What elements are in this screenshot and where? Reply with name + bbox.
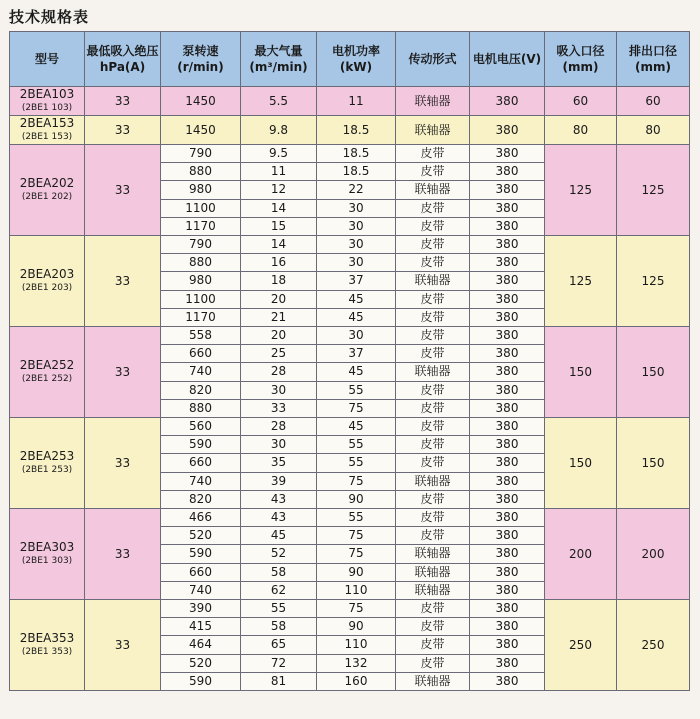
- speed-cell: 466: [161, 509, 241, 527]
- speed-cell: 660: [161, 563, 241, 581]
- flow-cell: 9.5: [241, 145, 317, 163]
- speed-cell: 520: [161, 654, 241, 672]
- power-cell: 90: [317, 490, 396, 508]
- drive-cell: 联轴器: [396, 581, 470, 599]
- voltage-cell: 380: [470, 636, 545, 654]
- table-row: [10, 327, 690, 345]
- speed-cell: 590: [161, 545, 241, 563]
- power-cell: 11: [317, 87, 396, 116]
- flow-cell: 21: [241, 308, 317, 326]
- power-cell: 90: [317, 563, 396, 581]
- model-name: 2BEA203: [19, 267, 75, 281]
- model-alt-name: (2BE1 303): [21, 556, 73, 566]
- voltage-cell: 380: [470, 399, 545, 417]
- power-cell: 30: [317, 327, 396, 345]
- speed-cell: 880: [161, 254, 241, 272]
- flow-cell: 55: [241, 600, 317, 618]
- inlet-cell: 200: [545, 509, 617, 600]
- inlet-cell: 60: [545, 87, 617, 116]
- speed-cell: 880: [161, 163, 241, 181]
- voltage-cell: 380: [470, 272, 545, 290]
- min-pressure-cell: 33: [85, 87, 161, 116]
- speed-cell: 980: [161, 272, 241, 290]
- voltage-cell: 380: [470, 436, 545, 454]
- flow-cell: 5.5: [241, 87, 317, 116]
- power-cell: 110: [317, 636, 396, 654]
- voltage-cell: 380: [470, 163, 545, 181]
- voltage-cell: 380: [470, 472, 545, 490]
- power-cell: 18.5: [317, 145, 396, 163]
- speed-cell: 660: [161, 454, 241, 472]
- model-cell: [10, 236, 85, 327]
- speed-cell: 390: [161, 600, 241, 618]
- min-pressure-cell: 33: [85, 145, 161, 236]
- power-cell: 55: [317, 454, 396, 472]
- inlet-cell: 250: [545, 600, 617, 691]
- table-header-row: [10, 32, 690, 87]
- model-name: 2BEA253: [19, 449, 75, 463]
- inlet-cell: 125: [545, 145, 617, 236]
- table-row: [10, 116, 690, 145]
- speed-cell: 558: [161, 327, 241, 345]
- min-pressure-cell: 33: [85, 116, 161, 145]
- power-cell: 90: [317, 618, 396, 636]
- speed-cell: 740: [161, 581, 241, 599]
- outlet-cell: 125: [617, 236, 690, 327]
- drive-cell: 皮带: [396, 399, 470, 417]
- speed-cell: 880: [161, 399, 241, 417]
- flow-cell: 65: [241, 636, 317, 654]
- flow-cell: 39: [241, 472, 317, 490]
- header-power: 电机功率(kW): [317, 32, 396, 87]
- voltage-cell: 380: [470, 509, 545, 527]
- model-name: 2BEA353: [19, 631, 75, 645]
- speed-cell: 790: [161, 236, 241, 254]
- spec-table: [9, 31, 690, 691]
- table-row: [10, 418, 690, 436]
- voltage-cell: 380: [470, 87, 545, 116]
- header-drive: 传动形式: [396, 32, 470, 87]
- speed-cell: 660: [161, 345, 241, 363]
- drive-cell: 皮带: [396, 436, 470, 454]
- power-cell: 30: [317, 199, 396, 217]
- speed-cell: 590: [161, 672, 241, 690]
- flow-cell: 43: [241, 509, 317, 527]
- model-cell: [10, 600, 85, 691]
- drive-cell: 联轴器: [396, 87, 470, 116]
- flow-cell: 14: [241, 236, 317, 254]
- power-cell: 132: [317, 654, 396, 672]
- drive-cell: 皮带: [396, 509, 470, 527]
- power-cell: 30: [317, 217, 396, 235]
- model-cell: [10, 509, 85, 600]
- min-pressure-cell: 33: [85, 327, 161, 418]
- model-alt-name: (2BE1 103): [21, 103, 73, 113]
- flow-cell: 20: [241, 290, 317, 308]
- header-model: 型号: [10, 32, 85, 87]
- power-cell: 75: [317, 545, 396, 563]
- voltage-cell: 380: [470, 381, 545, 399]
- voltage-cell: 380: [470, 345, 545, 363]
- flow-cell: 58: [241, 618, 317, 636]
- drive-cell: 皮带: [396, 163, 470, 181]
- model-name: 2BEA252: [19, 358, 75, 372]
- model-alt-name: (2BE1 202): [21, 192, 73, 202]
- drive-cell: 联轴器: [396, 272, 470, 290]
- drive-cell: 皮带: [396, 236, 470, 254]
- inlet-cell: 80: [545, 116, 617, 145]
- table-row: [10, 509, 690, 527]
- outlet-cell: 200: [617, 509, 690, 600]
- voltage-cell: 380: [470, 199, 545, 217]
- speed-cell: 464: [161, 636, 241, 654]
- power-cell: 37: [317, 345, 396, 363]
- flow-cell: 33: [241, 399, 317, 417]
- power-cell: 55: [317, 509, 396, 527]
- drive-cell: 皮带: [396, 308, 470, 326]
- drive-cell: 皮带: [396, 345, 470, 363]
- drive-cell: 联轴器: [396, 116, 470, 145]
- model-cell: [10, 87, 85, 116]
- flow-cell: 14: [241, 199, 317, 217]
- speed-cell: 820: [161, 490, 241, 508]
- power-cell: 37: [317, 272, 396, 290]
- drive-cell: 皮带: [396, 490, 470, 508]
- model-name: 2BEA303: [19, 540, 75, 554]
- power-cell: 75: [317, 600, 396, 618]
- voltage-cell: 380: [470, 145, 545, 163]
- drive-cell: 皮带: [396, 636, 470, 654]
- speed-cell: 560: [161, 418, 241, 436]
- inlet-cell: 150: [545, 327, 617, 418]
- speed-cell: 1450: [161, 87, 241, 116]
- flow-cell: 81: [241, 672, 317, 690]
- flow-cell: 35: [241, 454, 317, 472]
- speed-cell: 740: [161, 472, 241, 490]
- header-inlet: 吸入口径(mm): [545, 32, 617, 87]
- flow-cell: 43: [241, 490, 317, 508]
- power-cell: 75: [317, 527, 396, 545]
- drive-cell: 联轴器: [396, 545, 470, 563]
- power-cell: 110: [317, 581, 396, 599]
- model-name: 2BEA202: [19, 176, 75, 190]
- speed-cell: 820: [161, 381, 241, 399]
- drive-cell: 皮带: [396, 327, 470, 345]
- flow-cell: 30: [241, 436, 317, 454]
- model-alt-name: (2BE1 253): [21, 465, 73, 475]
- speed-cell: 1100: [161, 290, 241, 308]
- outlet-cell: 250: [617, 600, 690, 691]
- model-alt-name: (2BE1 153): [21, 132, 73, 142]
- min-pressure-cell: 33: [85, 509, 161, 600]
- power-cell: 18.5: [317, 116, 396, 145]
- power-cell: 30: [317, 254, 396, 272]
- header-voltage: 电机电压(V): [470, 32, 545, 87]
- drive-cell: 皮带: [396, 381, 470, 399]
- min-pressure-cell: 33: [85, 600, 161, 691]
- model-cell: [10, 327, 85, 418]
- model-cell: [10, 116, 85, 145]
- voltage-cell: 380: [470, 490, 545, 508]
- power-cell: 75: [317, 472, 396, 490]
- outlet-cell: 150: [617, 418, 690, 509]
- flow-cell: 16: [241, 254, 317, 272]
- flow-cell: 58: [241, 563, 317, 581]
- header-min-pressure: 最低吸入绝压hPa(A): [85, 32, 161, 87]
- power-cell: 55: [317, 436, 396, 454]
- voltage-cell: 380: [470, 618, 545, 636]
- drive-cell: 皮带: [396, 654, 470, 672]
- inlet-cell: 150: [545, 418, 617, 509]
- voltage-cell: 380: [470, 545, 545, 563]
- model-alt-name: (2BE1 252): [21, 374, 73, 384]
- voltage-cell: 380: [470, 327, 545, 345]
- voltage-cell: 380: [470, 672, 545, 690]
- table-row: [10, 600, 690, 618]
- flow-cell: 72: [241, 654, 317, 672]
- outlet-cell: 125: [617, 145, 690, 236]
- power-cell: 45: [317, 418, 396, 436]
- power-cell: 75: [317, 399, 396, 417]
- power-cell: 45: [317, 308, 396, 326]
- power-cell: 30: [317, 236, 396, 254]
- flow-cell: 45: [241, 527, 317, 545]
- drive-cell: 联轴器: [396, 672, 470, 690]
- flow-cell: 62: [241, 581, 317, 599]
- table-row: [10, 145, 690, 163]
- drive-cell: 皮带: [396, 217, 470, 235]
- voltage-cell: 380: [470, 116, 545, 145]
- flow-cell: 28: [241, 418, 317, 436]
- voltage-cell: 380: [470, 217, 545, 235]
- model-cell: [10, 145, 85, 236]
- drive-cell: 皮带: [396, 618, 470, 636]
- voltage-cell: 380: [470, 363, 545, 381]
- voltage-cell: 380: [470, 290, 545, 308]
- inlet-cell: 125: [545, 236, 617, 327]
- drive-cell: 联轴器: [396, 563, 470, 581]
- voltage-cell: 380: [470, 581, 545, 599]
- power-cell: 22: [317, 181, 396, 199]
- flow-cell: 15: [241, 217, 317, 235]
- speed-cell: 790: [161, 145, 241, 163]
- power-cell: 55: [317, 381, 396, 399]
- speed-cell: 520: [161, 527, 241, 545]
- drive-cell: 皮带: [396, 527, 470, 545]
- voltage-cell: 380: [470, 600, 545, 618]
- speed-cell: 415: [161, 618, 241, 636]
- flow-cell: 28: [241, 363, 317, 381]
- voltage-cell: 380: [470, 527, 545, 545]
- power-cell: 160: [317, 672, 396, 690]
- flow-cell: 25: [241, 345, 317, 363]
- min-pressure-cell: 33: [85, 418, 161, 509]
- speed-cell: 1170: [161, 217, 241, 235]
- min-pressure-cell: 33: [85, 236, 161, 327]
- flow-cell: 9.8: [241, 116, 317, 145]
- outlet-cell: 60: [617, 87, 690, 116]
- model-alt-name: (2BE1 353): [21, 647, 73, 657]
- power-cell: 45: [317, 363, 396, 381]
- power-cell: 18.5: [317, 163, 396, 181]
- model-name: 2BEA153: [19, 116, 75, 130]
- header-speed: 泵转速(r/min): [161, 32, 241, 87]
- flow-cell: 12: [241, 181, 317, 199]
- speed-cell: 740: [161, 363, 241, 381]
- drive-cell: 联轴器: [396, 363, 470, 381]
- voltage-cell: 380: [470, 181, 545, 199]
- voltage-cell: 380: [470, 454, 545, 472]
- drive-cell: 皮带: [396, 254, 470, 272]
- flow-cell: 18: [241, 272, 317, 290]
- voltage-cell: 380: [470, 418, 545, 436]
- flow-cell: 52: [241, 545, 317, 563]
- voltage-cell: 380: [470, 236, 545, 254]
- flow-cell: 30: [241, 381, 317, 399]
- page-title: 技术规格表: [9, 8, 90, 26]
- power-cell: 45: [317, 290, 396, 308]
- model-alt-name: (2BE1 203): [21, 283, 73, 293]
- flow-cell: 20: [241, 327, 317, 345]
- drive-cell: 皮带: [396, 145, 470, 163]
- drive-cell: 联轴器: [396, 472, 470, 490]
- header-flow: 最大气量(m³/min): [241, 32, 317, 87]
- table-row: [10, 236, 690, 254]
- model-cell: [10, 418, 85, 509]
- speed-cell: 590: [161, 436, 241, 454]
- header-outlet: 排出口径(mm): [617, 32, 690, 87]
- drive-cell: 联轴器: [396, 181, 470, 199]
- speed-cell: 1100: [161, 199, 241, 217]
- voltage-cell: 380: [470, 563, 545, 581]
- model-name: 2BEA103: [19, 87, 75, 101]
- speed-cell: 980: [161, 181, 241, 199]
- voltage-cell: 380: [470, 654, 545, 672]
- drive-cell: 皮带: [396, 600, 470, 618]
- drive-cell: 皮带: [396, 199, 470, 217]
- speed-cell: 1450: [161, 116, 241, 145]
- table-row: [10, 87, 690, 116]
- drive-cell: 皮带: [396, 454, 470, 472]
- drive-cell: 皮带: [396, 418, 470, 436]
- voltage-cell: 380: [470, 308, 545, 326]
- outlet-cell: 150: [617, 327, 690, 418]
- voltage-cell: 380: [470, 254, 545, 272]
- speed-cell: 1170: [161, 308, 241, 326]
- drive-cell: 皮带: [396, 290, 470, 308]
- outlet-cell: 80: [617, 116, 690, 145]
- flow-cell: 11: [241, 163, 317, 181]
